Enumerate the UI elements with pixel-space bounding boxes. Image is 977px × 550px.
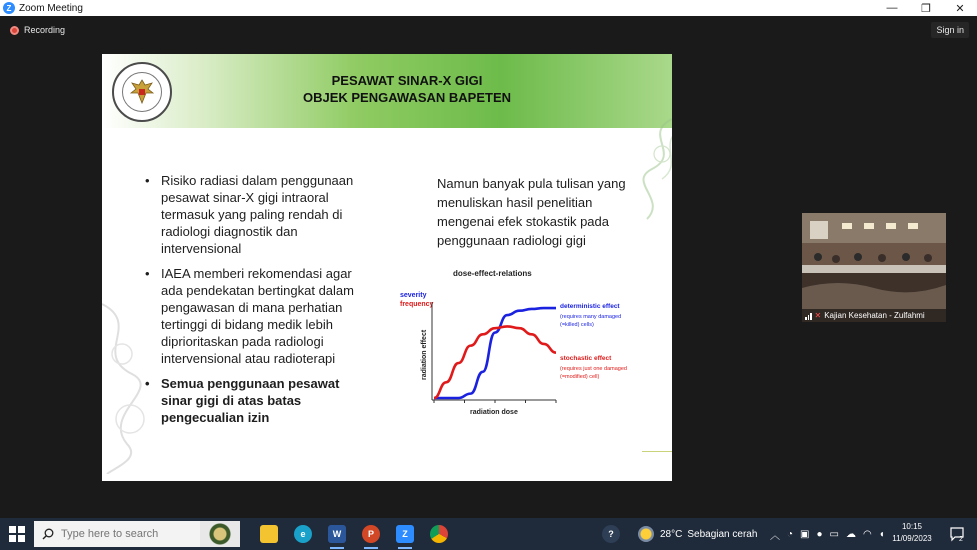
recording-label: Recording <box>24 25 66 35</box>
weather-widget[interactable] <box>638 518 757 550</box>
deterministic-effect-line <box>434 308 556 398</box>
chrome-icon <box>430 525 448 543</box>
notification-icon <box>949 526 965 542</box>
right-paragraph: Namun banyak pula tulisan yang menuliskan hasil penelitian mengenai efek stokastik pada penggunaan radiologi gigi <box>437 176 626 248</box>
legend-stochastic-note-1: (requires just one damaged <box>560 366 627 372</box>
taskbar-file-explorer[interactable] <box>252 518 286 550</box>
sign-in-button[interactable]: Sign in <box>931 22 969 38</box>
legend-deterministic-note-2: (=killed) cells) <box>560 322 594 328</box>
search-highlight-icon <box>200 521 240 547</box>
cloud-icon[interactable]: ☁ <box>846 528 856 540</box>
maximize-button[interactable]: ❐ <box>921 2 931 15</box>
legend-stochastic-note-2: (=modified) cell) <box>560 374 600 380</box>
window-controls <box>875 0 977 16</box>
taskbar-word[interactable] <box>320 518 354 550</box>
taskbar-help[interactable] <box>594 518 628 550</box>
bullet-item: • Risiko radiasi dalam penggunaan pesawat sinar-X gigi intraoral termasuk yang paling rendah di radiologi diagnostik dan intervensional <box>142 172 372 257</box>
slide-title-line-2: OBJEK PENGAWASAN BAPETEN <box>302 90 512 105</box>
search-icon <box>42 528 54 540</box>
taskbar-clock[interactable] <box>886 521 938 545</box>
edge-icon: e <box>294 525 312 543</box>
word-icon: W <box>328 525 346 543</box>
zoom-logo-icon: Z <box>3 2 15 14</box>
chart-ylabel-frequency: frequency <box>400 301 434 308</box>
taskbar-chrome[interactable] <box>422 518 456 550</box>
shared-slide <box>102 54 672 481</box>
window-titlebar <box>0 0 977 16</box>
tray-meet-icon[interactable]: ▣ <box>800 528 810 540</box>
participant-name-bar <box>802 309 946 322</box>
zoom-icon: Z <box>396 525 414 543</box>
dose-effect-chart <box>396 262 656 422</box>
minimize-button[interactable]: — <box>886 2 898 14</box>
legend-deterministic-label: deterministic effect <box>560 303 620 310</box>
clock-date: 11/09/2023 <box>892 534 932 543</box>
windows-taskbar <box>0 518 977 550</box>
weather-temp: 28°C <box>660 528 683 540</box>
window-title: Zoom Meeting <box>19 2 83 14</box>
search-input[interactable] <box>61 528 181 540</box>
wifi-icon[interactable]: ◠ <box>863 528 872 540</box>
signal-strength-icon <box>805 312 813 320</box>
participant-name: Kajian Kesehatan - Zulfahmi <box>824 311 925 320</box>
chart-xlabel: radiation dose <box>470 409 518 416</box>
chart-ylabel-severity: severity <box>400 292 427 299</box>
help-icon: ? <box>602 525 620 543</box>
stochastic-effect-line <box>434 326 556 398</box>
windows-logo-icon <box>9 526 25 542</box>
svg-text:2: 2 <box>959 536 963 542</box>
volume-icon[interactable]: ◖ <box>878 528 885 540</box>
garuda-emblem-icon <box>122 72 162 112</box>
legend-deterministic-note-1: (requires many damaged <box>560 314 622 320</box>
weather-sun-icon <box>638 526 654 542</box>
weather-desc: Sebagian cerah <box>687 528 758 540</box>
taskbar-edge[interactable] <box>286 518 320 550</box>
slide-title <box>202 72 612 106</box>
recording-icon <box>10 26 19 35</box>
chart-title: dose-effect-relations <box>453 269 532 278</box>
bapeten-logo <box>112 62 172 122</box>
mic-muted-icon: ✕ <box>814 311 822 320</box>
taskbar-search[interactable] <box>34 521 240 547</box>
bullet-item-bold: • Semua penggunaan pesawat sinar gigi di atas batas pengecualian izin <box>142 375 372 426</box>
system-tray <box>770 518 892 550</box>
close-button[interactable]: ✕ <box>955 2 965 15</box>
microphone-icon[interactable]: ● <box>816 528 823 540</box>
bullet-item: • IAEA memberi rekomendasi agar ada pendekatan bertingkat dalam pengawasan di mana perhatian tertinggi di bidang medik lebih diprioritaskan pada radiologi intervensional atau radioterapi <box>142 265 372 367</box>
participant-video[interactable] <box>802 213 946 322</box>
legend-stochastic-label: stochastic effect <box>560 355 612 362</box>
camera-icon[interactable]: ▭ <box>829 528 839 540</box>
conference-room-image <box>802 213 946 322</box>
start-button[interactable] <box>0 518 34 550</box>
recording-indicator[interactable] <box>10 25 65 35</box>
slide-title-line-1: PESAWAT SINAR-X GIGI <box>331 73 483 88</box>
notification-button[interactable] <box>949 526 965 542</box>
folder-icon <box>260 525 278 543</box>
chart-ylabel: radiation effect <box>421 329 428 380</box>
chevron-up-icon[interactable]: ︿ <box>770 530 780 542</box>
tray-app-icon[interactable]: ◔ <box>787 528 794 540</box>
clock-time: 10:15 <box>901 522 923 531</box>
taskbar-zoom[interactable] <box>388 518 422 550</box>
slide-footer-line <box>642 451 672 452</box>
taskbar-powerpoint[interactable] <box>354 518 388 550</box>
bullet-list <box>142 172 372 434</box>
powerpoint-icon: P <box>362 525 380 543</box>
